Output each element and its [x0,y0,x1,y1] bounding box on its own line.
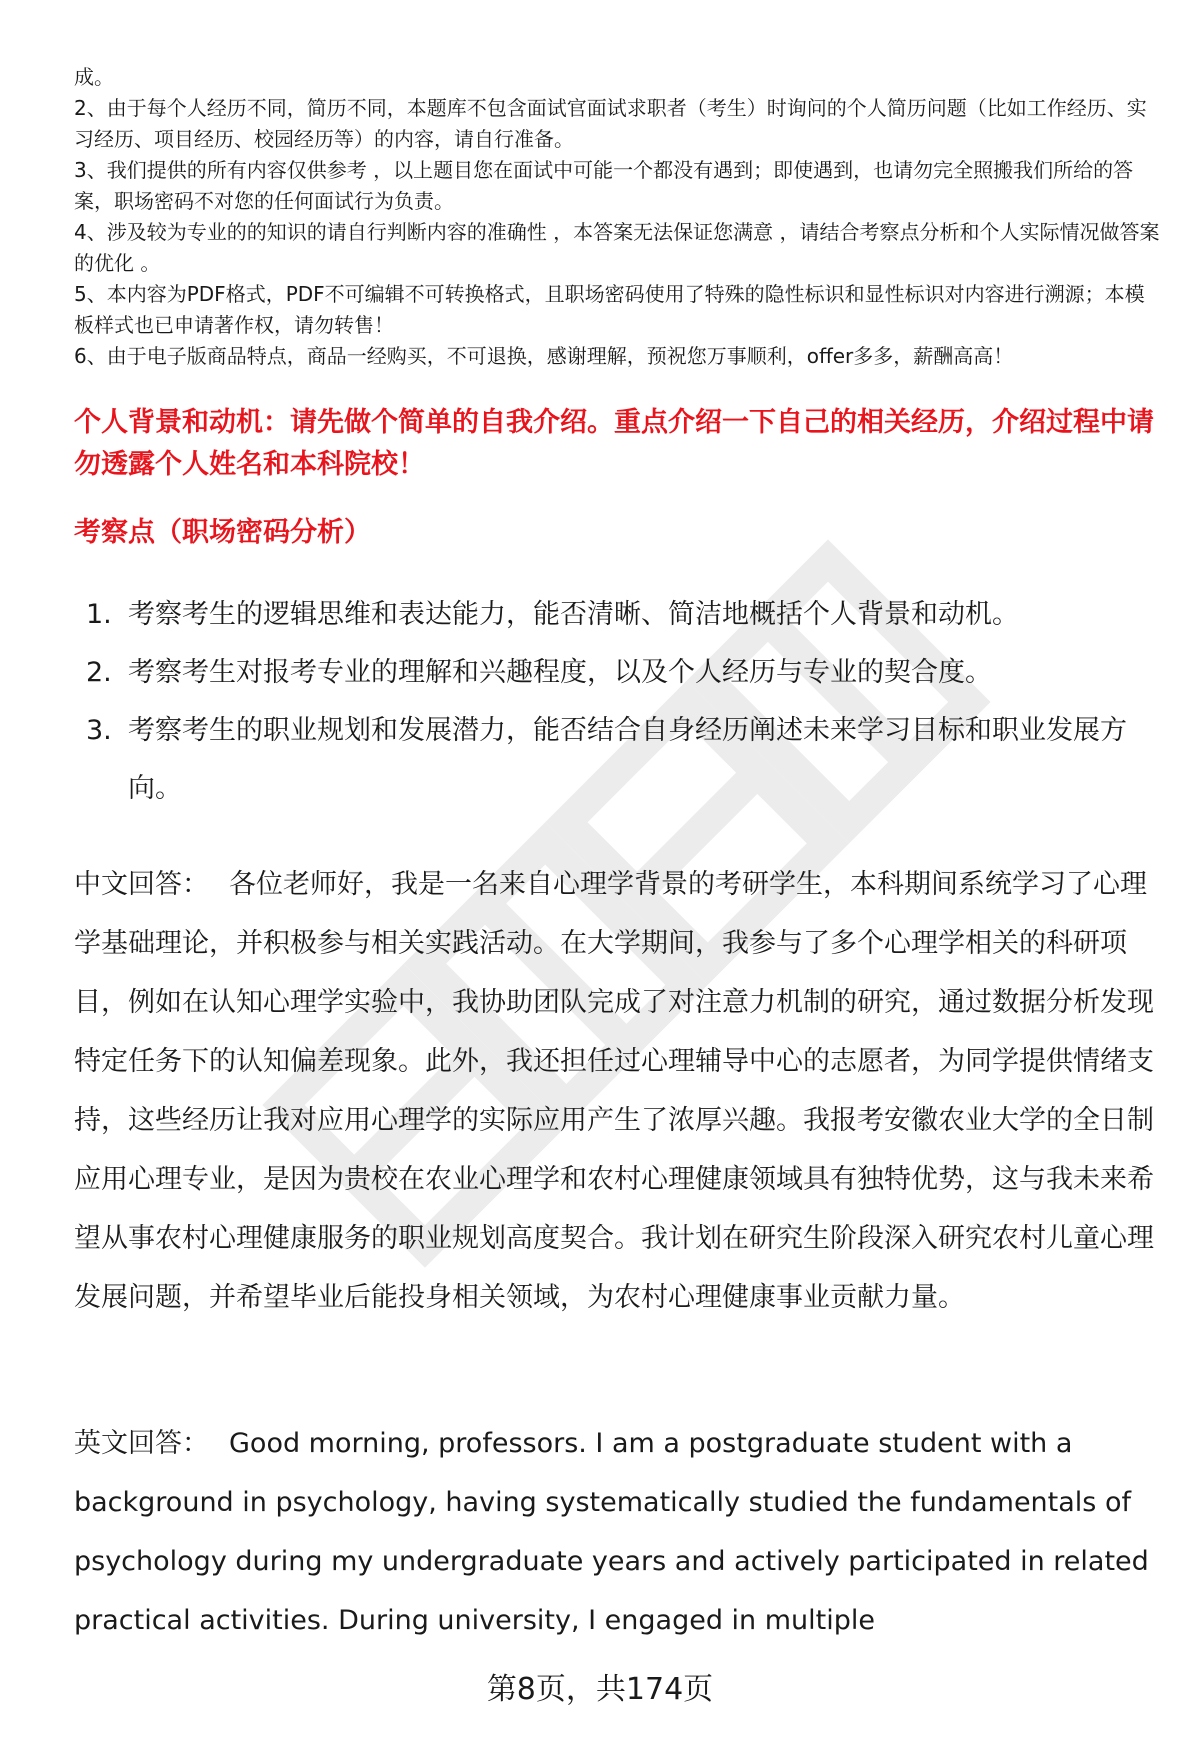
list-item [74,644,1164,702]
disclaimer-notes [74,62,1164,372]
analysis-section-title: 考察点（职场密码分析） [74,517,371,548]
list-item-number: 2. [86,657,112,688]
note-line: 成。 [74,65,114,89]
note-line: 2、由于每个人经历不同，简历不同，本题库不包含面试官面试求职者（考生）时询问的个人简历问题（比如工作经历、实习经历、项目经历、校园经历等）的内容，请自行准备。 [74,96,1147,151]
list-item-text: 考察考生对报考专业的理解和兴趣程度，以及个人经历与专业的契合度。 [128,657,992,688]
list-item [74,702,1164,818]
note-line: 6、由于电子版商品特点，商品一经购买，不可退换，感谢理解，预祝您万事顺利，offer多多，薪酬高高！ [74,344,1014,368]
chinese-answer-label: 中文回答： [74,869,209,900]
page-number-footer: 第8页，共174页 [486,1672,714,1707]
list-item [74,586,1164,644]
list-item-number: 3. [86,715,112,746]
note-line: 3、我们提供的所有内容仅供参考 ，以上题目您在面试中可能一个都没有遇到；即使遇到，也请勿完全照搬我们所给的答案，职场密码不对您的任何面试行为负责。 [74,158,1134,213]
note-line: 4、涉及较为专业的的知识的请自行判断内容的准确性 ，本答案无法保证您满意 ，请结合考察点分析和个人实际情况做答案的优化 。 [74,220,1160,275]
analysis-points-list [74,586,1164,818]
interview-question: 个人背景和动机：请先做个简单的自我介绍。重点介绍一下自己的相关经历，介绍过程中请勿透露个人姓名和本科院校！ [74,407,1154,480]
note-line: 5、本内容为PDF格式，PDF不可编辑不可转换格式，且职场密码使用了特殊的隐性标识和显性标识对内容进行溯源；本模板样式也已申请著作权，请勿转售！ [74,282,1145,337]
list-item-text: 考察考生的职业规划和发展潜力，能否结合自身经历阐述未来学习目标和职业发展方向。 [128,715,1127,804]
english-answer-text: Good morning, professors. I am a postgraduate student with a background in psychology, having systematically studied the fundamentals of psychology during my undergraduate years and actively participated in related practical activities. During university, I engaged in multiple [74,1428,1149,1636]
chinese-answer-text: 各位老师好，我是一名来自心理学背景的考研学生，本科期间系统学习了心理学基础理论，并积极参与相关实践活动。在大学期间，我参与了多个心理学相关的科研项目，例如在认知心理学实验中，我协助团队完成了对注意力机制的研究，通过数据分析发现特定任务下的认知偏差现象。此外，我还担任过心理辅导中心的志愿者，为同学提供情绪支持，这些经历让我对应用心理学的实际应用产生了浓厚兴趣。我报考安徽农业大学的全日制应用心理专业，是因为贵校在农业心理学和农村心理健康领域具有独特优势，这与我未来希望从事农村心理健康服务的职业规划高度契合。我计划在研究生阶段深入研究农村儿童心理发展问题，并希望毕业后能投身相关领域，为农村心理健康事业贡献力量。 [74,869,1154,1313]
english-answer [74,1414,1164,1650]
list-item-text: 考察考生的逻辑思维和表达能力，能否清晰、简洁地概括个人背景和动机。 [128,599,1019,630]
english-answer-label: 英文回答： [74,1428,209,1459]
list-item-number: 1. [86,599,112,630]
chinese-answer [74,855,1164,1327]
